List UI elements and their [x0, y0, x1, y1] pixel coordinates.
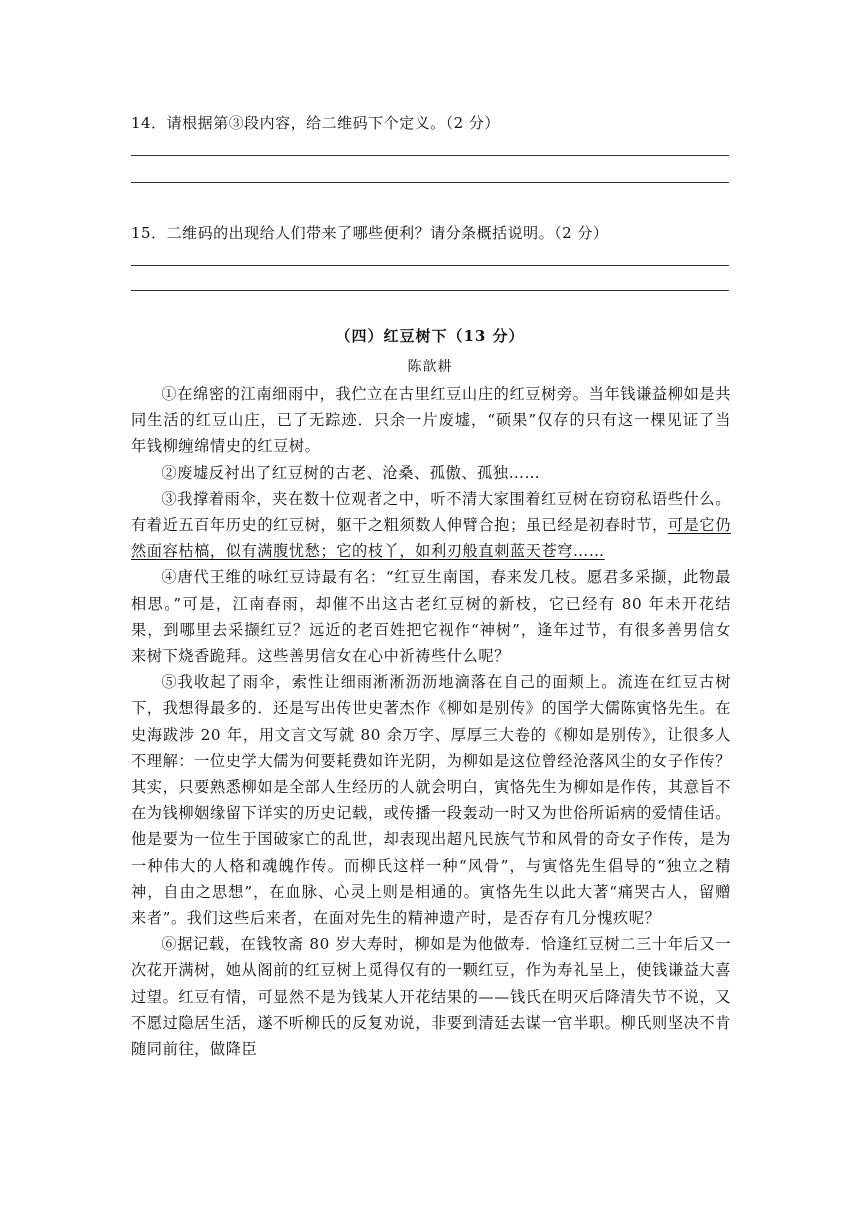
paragraph-3 — [131, 486, 731, 565]
article-body — [131, 381, 731, 1062]
paragraph-1: ①在绵密的江南细雨中，我伫立在古里红豆山庄的红豆树旁。当年钱谦益柳如是共同生活的红豆山庄，已了无踪迹．只余一片废墟，“硕果”仅存的只有这一棵见证了当年钱柳缠绵情史的红豆树。 — [131, 385, 731, 456]
answer-line-15-2 — [131, 290, 729, 291]
paragraph-5: ⑤我收起了雨伞，索性让细雨淅淅沥沥地滴落在自己的面颊上。流连在红豆古树下，我想得最多的．还是写出传世史著杰作《柳如是别传》的国学大儒陈寅恪先生。在史海跋涉 20 年，用文言文写就 80 余万字、厚厚三大卷的《柳如是别传》，让很多人不理解：一位史学大儒为何要耗费如许光阴，为柳如是这位曾经沧落风尘的女子作传？其实，只要熟悉柳如是全部人生经历的人就会明白，寅恪先生为柳如是作传，其意旨不在为钱柳姻缘留下详实的历史记载，或传播一段轰动一时又为世俗所诟病的爱情佳话。他是要为一位生于国破家亡的乱世，却表现出超凡民族气节和风骨的奇女子作传，是为一种伟大的人格和魂魄作传。而柳氏这样一种“风骨”，与寅恪先生倡导的“独立之精神，自由之思想”，在血脉、心灵上则是相通的。寅恪先生以此大著“痛哭古人，留赠来者”。我们这些后来者，在面对先生的精神遗产时，是否存有几分愧疚呢？ — [131, 673, 731, 928]
section-title: （四）红豆树下（13 分） — [335, 327, 525, 345]
paragraph-6: ⑥据记载，在钱牧斋 80 岁大寿时，柳如是为他做寿．恰逢红豆树二三十年后又一次花开满树，她从阁前的红豆树上觅得仅有的一颗红豆，作为寿礼呈上，使钱谦益大喜过望。红豆有情，可显然不是为钱某人开花结果的——钱氏在明灭后降清失节不说，又不愿过隐居生活，遂不听柳氏的反复劝说，非要到清廷去谋一官半职。柳氏则坚决不肯随同前往，做降臣 — [131, 935, 731, 1059]
paragraph-3-text: ③我撑着雨伞，夹在数十位观者之中，听不清大家围着红豆树在窃窃私语些什么。有着近五百年历史的红豆树，躯干之粗须数人伸臂合抱；虽已经是初春时节， — [131, 489, 731, 535]
author-name: 陈歆耕 — [407, 359, 453, 375]
answer-line-14-2 — [131, 182, 729, 183]
answer-line-14-1 — [131, 155, 729, 156]
question-14: 14．请根据第③段内容，给二维码下个定义。（2 分） — [131, 114, 500, 132]
question-15: 15．二维码的出现给人们带来了哪些便利？请分条概括说明。（2 分） — [131, 224, 609, 242]
paragraph-3-underlined-sentence: 可是它仍然面容枯槁，似有满腹忧愁；它的枝丫，如利刃般直刺蓝天苍穹…… — [131, 516, 731, 561]
paragraph-4: ④唐代王维的咏红豆诗最有名：“红豆生南国，春来发几枝。愿君多采撷，此物最相思。”可是，江南春雨，却催不出这古老红豆树的新枝，它已经有 80 年未开花结果，到哪里去采撷红豆？远近的老百姓把它视作“神树”，逢年过节，有很多善男信女来树下烧香跪拜。这些善男信女在心中祈祷些什么呢？ — [131, 568, 731, 666]
answer-line-15-1 — [131, 265, 729, 266]
paragraph-2: ②废墟反衬出了红豆树的古老、沧桑、孤傲、孤独…… — [161, 463, 541, 482]
